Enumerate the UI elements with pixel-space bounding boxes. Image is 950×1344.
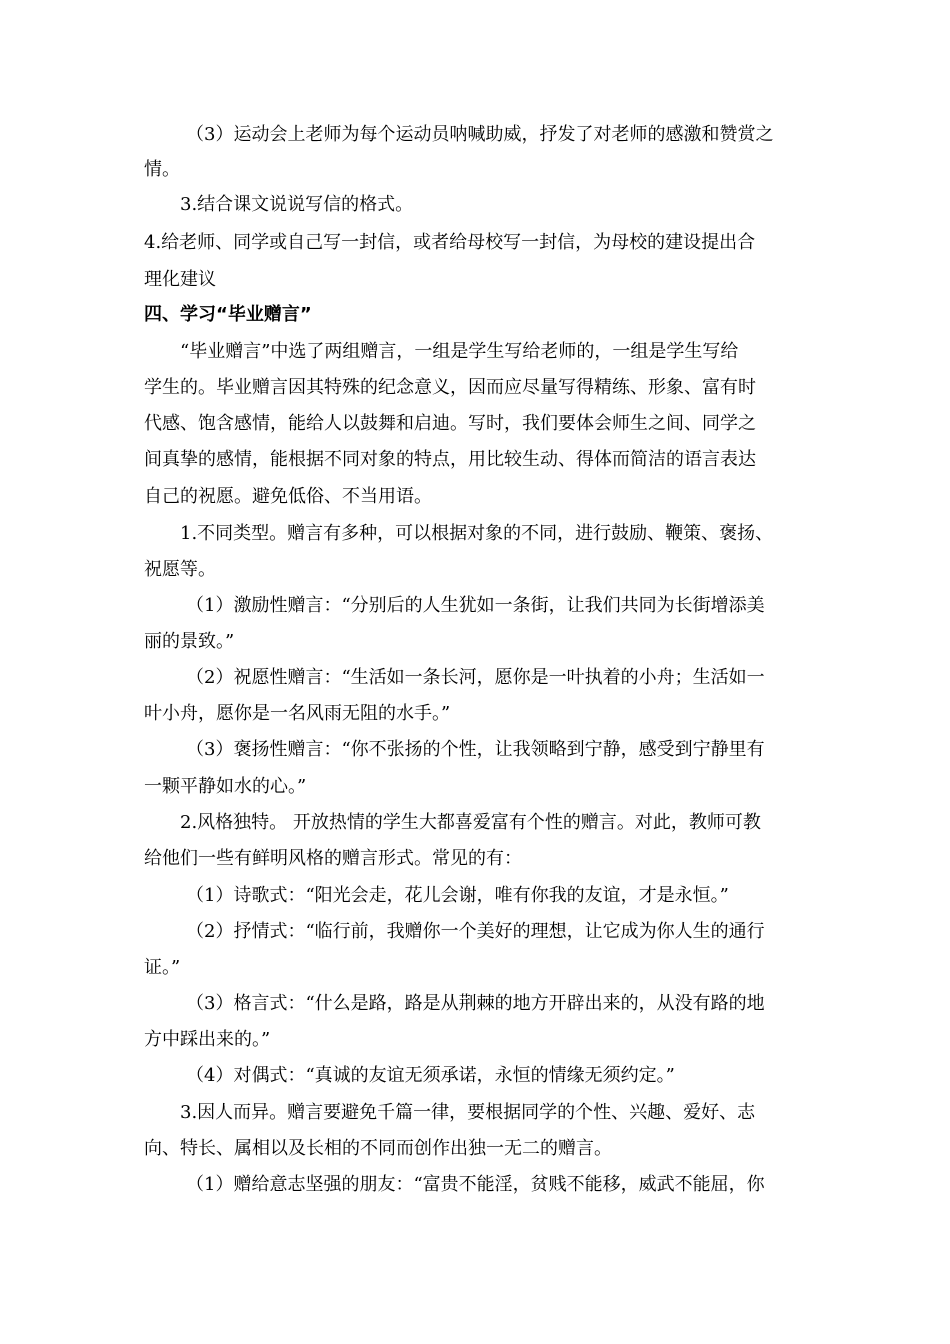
text-line: 祝愿等。 <box>144 559 216 580</box>
text-line: （2）祝愿性赠言：“生活如一条长河，愿你是一叶执着的小舟；生活如一 <box>186 667 765 688</box>
text-line: （1）赠给意志坚强的朋友：“富贵不能淫，贫贱不能移，威武不能屈，你 <box>186 1174 765 1195</box>
text-line: 向、特长、属相以及长相的不同而创作出独一无二的赠言。 <box>144 1138 612 1159</box>
text-line: 4.给老师、同学或自己写一封信，或者给母校写一封信，为母校的建设提出合 <box>144 232 756 253</box>
text-line: （3）格言式：“什么是路，路是从荆棘的地方开辟出来的，从没有路的地 <box>186 993 765 1014</box>
text-line: （3）运动会上老师为每个运动员呐喊助威，抒发了对老师的感激和赞赏之 <box>186 124 774 145</box>
text-line: 理化建议 <box>144 269 216 290</box>
text-line: 3.因人而异。赠言要避免千篇一律，要根据同学的个性、兴趣、爱好、志 <box>180 1102 756 1123</box>
text-line: 证。” <box>144 957 181 978</box>
text-line: 代感、饱含感情，能给人以鼓舞和启迪。写时，我们要体会师生之间、同学之 <box>144 413 756 434</box>
section-heading: 四、学习“毕业赠言” <box>144 304 312 325</box>
text-line: 3.结合课文说说写信的格式。 <box>180 194 414 215</box>
text-line: 给他们一些有鲜明风格的赠言形式。常见的有： <box>144 848 522 869</box>
text-line: （1）诗歌式：“阳光会走，花儿会谢，唯有你我的友谊，才是永恒。” <box>186 885 729 906</box>
text-line: （3）褒扬性赠言：“你不张扬的个性，让我领略到宁静，感受到宁静里有 <box>186 739 765 760</box>
text-line: “毕业赠言”中选了两组赠言，一组是学生写给老师的，一组是学生写给 <box>180 341 739 362</box>
text-line: （1）激励性赠言：“分别后的人生犹如一条街，让我们共同为长街增添美 <box>186 595 765 616</box>
text-line: 方中踩出来的。” <box>144 1029 271 1050</box>
text-line: 丽的景致。” <box>144 631 235 652</box>
text-line: 间真挚的感情，能根据不同对象的特点，用比较生动、得体而简洁的语言表达 <box>144 449 756 470</box>
text-line: 学生的。毕业赠言因其特殊的纪念意义，因而应尽量写得精练、形象、富有时 <box>144 377 756 398</box>
text-line: 一颗平静如水的心。” <box>144 776 307 797</box>
text-line: （4）对偶式：“真诚的友谊无须承诺，永恒的情缘无须约定。” <box>186 1065 675 1086</box>
text-line: 2.风格独特。 开放热情的学生大都喜爱富有个性的赠言。对此，教师可教 <box>180 812 761 833</box>
text-line: 1.不同类型。赠言有多种，可以根据对象的不同，进行鼓励、鞭策、褒扬、 <box>180 523 774 544</box>
text-line: （2）抒情式：“临行前，我赠你一个美好的理想，让它成为你人生的通行 <box>186 921 765 942</box>
text-line: 叶小舟，愿你是一名风雨无阻的水手。” <box>144 703 451 724</box>
text-line: 自己的祝愿。避免低俗、不当用语。 <box>144 486 432 507</box>
text-line: 情。 <box>144 159 180 180</box>
